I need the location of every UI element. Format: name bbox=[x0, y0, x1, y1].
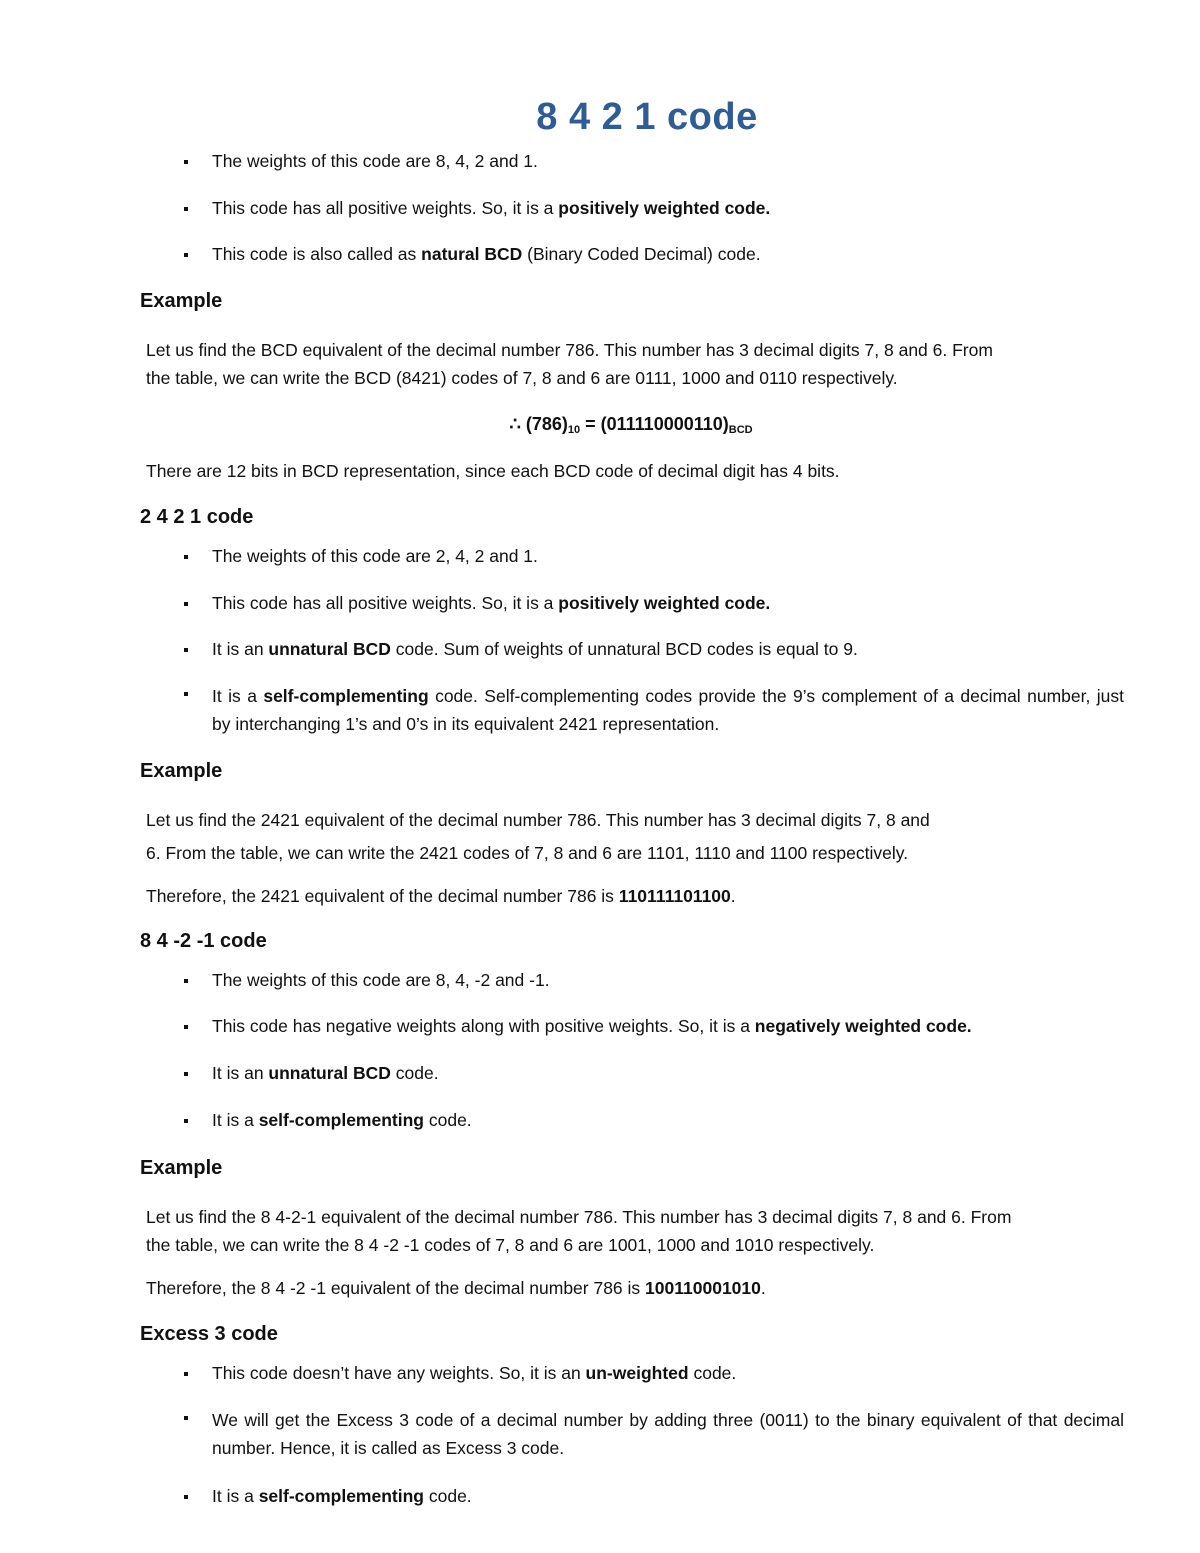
page-title: 8 4 2 1 code bbox=[536, 96, 758, 138]
example-2421-line2: 6. From the table, we can write the 2421 codes of 7, 8 and 6 are 1101, 1110 and 1100 respectively. bbox=[146, 843, 909, 863]
example-842m-line1: Let us find the 8 4-2-1 equivalent of the decimal number 786. This number has 3 decimal digits 7, 8 and 6. From bbox=[146, 1207, 1012, 1227]
heading-842m-code: 8 4 -2 -1 code bbox=[140, 930, 267, 952]
bullet-842m-self-complementing: It is a self-complementing code. bbox=[212, 1110, 472, 1130]
heading-2421-code: 2 4 2 1 code bbox=[140, 506, 254, 528]
bullet-8421-weights: The weights of this code are 8, 4, 2 and 1. bbox=[212, 151, 538, 171]
example-842m-line2: the table, we can write the 8 4 -2 -1 codes of 7, 8 and 6 are 1001, 1000 and 1010 respectively. bbox=[146, 1235, 875, 1255]
example-heading-842m: Example bbox=[140, 1157, 223, 1179]
bullet-842m-unnatural: It is an unnatural BCD code. bbox=[212, 1063, 439, 1083]
bullet-2421-unnatural: It is an unnatural BCD code. Sum of weights of unnatural BCD codes is equal to 9. bbox=[212, 639, 858, 659]
bullet-8421-natural-bcd: This code is also called as natural BCD (Binary Coded Decimal) code. bbox=[212, 244, 761, 264]
example-2421-line3: Therefore, the 2421 equivalent of the decimal number 786 is 110111101100. bbox=[146, 886, 736, 906]
bullet-842m-negative: This code has negative weights along with positive weights. So, it is a negatively weighted code. bbox=[212, 1016, 972, 1036]
bullet-8421-positive: This code has all positive weights. So, it is a positively weighted code. bbox=[212, 198, 771, 218]
example-heading-2421: Example bbox=[140, 760, 223, 782]
example-8421-line1: Let us find the BCD equivalent of the decimal number 786. This number has 3 decimal digits 7, 8 and 6. From bbox=[146, 340, 993, 360]
bullet-842m-weights: The weights of this code are 8, 4, -2 and -1. bbox=[212, 970, 550, 990]
bullet-2421-positive: This code has all positive weights. So, it is a positively weighted code. bbox=[212, 593, 771, 613]
bullet-2421-self-complementing: It is a self-complementing code. Self-complementing codes provide the 9’s complement of a decimal number, just by interchanging 1’s and 0’s in its equivalent 2421 representation. bbox=[212, 682, 1124, 738]
bcd-formula: ∴ $(786)_{10} = (011110000110)_{BCD}$ bbox=[509, 414, 753, 436]
bullet-excess3-unweighted: This code doesn’t have any weights. So, it is an un-weighted code. bbox=[212, 1363, 737, 1383]
example-8421-line3: There are 12 bits in BCD representation, since each BCD code of decimal digit has 4 bits. bbox=[146, 461, 840, 481]
bullet-excess3-adding-three: We will get the Excess 3 code of a decimal number by adding three (0011) to the binary equivalent of that decimal number. Hence, it is called as Excess 3 code. bbox=[212, 1406, 1124, 1462]
heading-excess3-code: Excess 3 code bbox=[140, 1323, 278, 1345]
example-842m-line3: Therefore, the 8 4 -2 -1 equivalent of the decimal number 786 is 100110001010. bbox=[146, 1278, 766, 1298]
example-heading-8421: Example bbox=[140, 290, 223, 312]
example-8421-line2: the table, we can write the BCD (8421) codes of 7, 8 and 6 are 0111, 1000 and 0110 respectively. bbox=[146, 368, 898, 388]
bullet-2421-weights: The weights of this code are 2, 4, 2 and 1. bbox=[212, 546, 538, 566]
example-2421-line1: Let us find the 2421 equivalent of the decimal number 786. This number has 3 decimal digits 7, 8 and bbox=[146, 810, 930, 830]
bullet-excess3-self-complementing: It is a self-complementing code. bbox=[212, 1486, 472, 1506]
